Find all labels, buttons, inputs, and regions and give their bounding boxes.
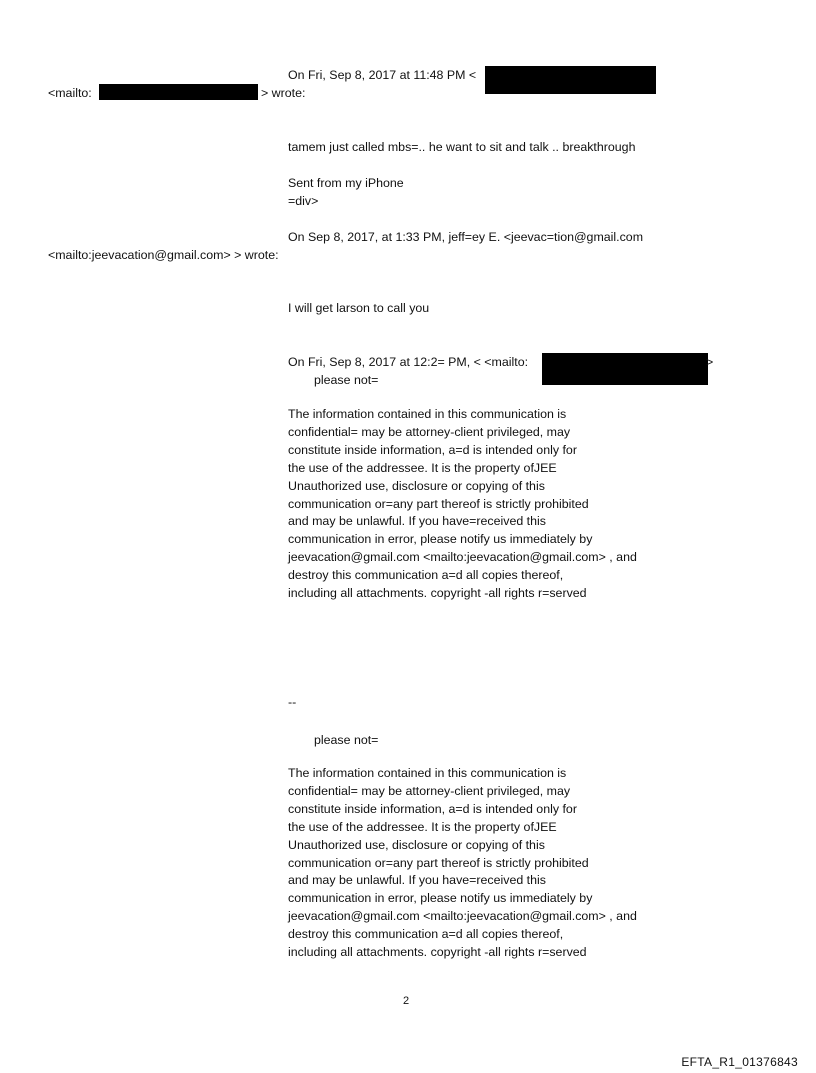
please-note-text: please not= (314, 373, 379, 387)
redaction-box (99, 84, 258, 100)
document-id: EFTA_R1_01376843 (681, 1055, 798, 1069)
disclaimer-line: Unauthorized use, disclosure or copying of this (288, 478, 545, 493)
disclaimer-line: constitute inside information, a=d is intended only for (288, 801, 577, 816)
email-header-line (261, 84, 305, 102)
confidentiality-disclaimer (288, 406, 637, 603)
disclaimer-line: confidential= may be attorney-client privileged, may (288, 424, 571, 439)
page-number: 2 (403, 995, 410, 1007)
signature-text: Sent from my iPhone (288, 176, 404, 190)
disclaimer-line: The information contained in this communication is (288, 766, 567, 780)
disclaimer-line: communication in error, please notify us immediately by (288, 532, 593, 547)
disclaimer-line: including all attachments. copyright -all rights r=served (288, 945, 587, 960)
disclaimer-line: jeevacation@gmail.com <mailto:jeevacation@gmail.com> , and (288, 909, 637, 924)
email-header-line: On Fri, Sep 8, 2017 at 12:2= PM, < <mailto: (288, 355, 529, 369)
disclaimer-line: including all attachments. copyright -all rights r=served (288, 586, 587, 601)
disclaimer-line: the use of the addressee. It is the property ofJEE (288, 460, 557, 475)
disclaimer-line: destroy this communication a=d all copies thereof, (288, 568, 564, 583)
disclaimer-line: communication or=any part thereof is strictly prohibited (288, 496, 589, 511)
email-header-line (288, 66, 476, 84)
disclaimer-line: Unauthorized use, disclosure or copying of this (288, 837, 545, 852)
disclaimer-line: and may be unlawful. If you have=received this (288, 514, 546, 529)
disclaimer-line: jeevacation@gmail.com <mailto:jeevacation@gmail.com> , and (288, 550, 637, 565)
header-text: On Fri, Sep 8, 2017 at 11:48 PM < (288, 68, 477, 82)
email-header-line: <mailto:jeevacation@gmail.com> > wrote: (48, 248, 279, 262)
header-text: > wrote: (261, 86, 306, 100)
email-header-line: On Sep 8, 2017, at 1:33 PM, jeff=ey E. <jeevac=tion@gmail.com (288, 230, 644, 244)
disclaimer-line: destroy this communication a=d all copies thereof, (288, 927, 564, 942)
email-header-line: > (706, 355, 714, 369)
signature-separator: -- (288, 695, 297, 709)
markup-fragment: =div> (288, 194, 319, 208)
confidentiality-disclaimer (288, 765, 637, 962)
message-text: tamem just called mbs=.. he want to sit and talk .. breakthrough (288, 140, 636, 154)
redaction-box (485, 66, 656, 94)
disclaimer-line: the use of the addressee. It is the property ofJEE (288, 819, 557, 834)
header-text: <mailto: (48, 86, 92, 100)
please-note-text: please not= (314, 733, 379, 747)
disclaimer-line: communication in error, please notify us immediately by (288, 891, 593, 906)
disclaimer-line: constitute inside information, a=d is intended only for (288, 442, 577, 457)
disclaimer-line: The information contained in this communication is (288, 407, 567, 421)
disclaimer-line: confidential= may be attorney-client privileged, may (288, 783, 571, 798)
redaction-box (542, 353, 708, 385)
disclaimer-line: communication or=any part thereof is strictly prohibited (288, 855, 589, 870)
disclaimer-line: and may be unlawful. If you have=received this (288, 873, 546, 888)
email-header-line (48, 84, 92, 102)
message-text: I will get larson to call you (288, 301, 430, 315)
